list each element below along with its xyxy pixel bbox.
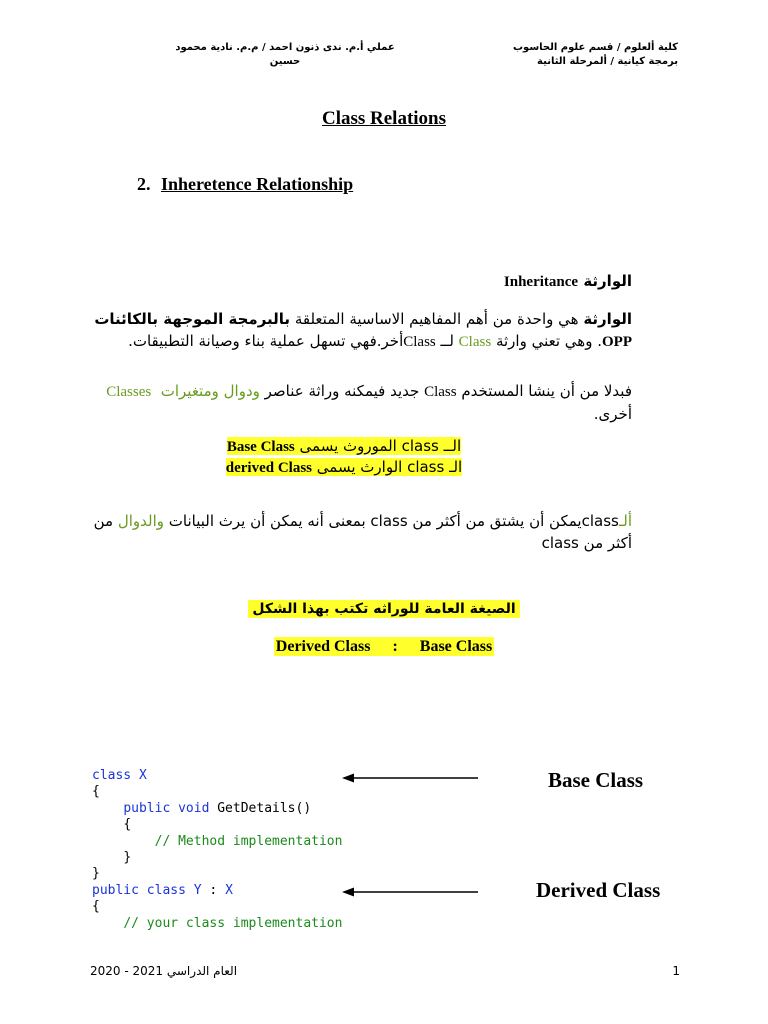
paragraph-definition-text2: . وهي تعني وارثة — [491, 332, 602, 350]
header-authors-line: عملي أ.م. ندى ذنون احمد / م.م. نادية محمود حسين — [175, 42, 395, 67]
code-example — [92, 768, 342, 932]
section-title — [137, 174, 353, 195]
definition-derived — [200, 457, 488, 478]
paragraph-definition-oop-ar: بالبرمجة الموجهة بالكائنات — [94, 310, 291, 328]
syntax-base: Base Class — [419, 638, 493, 655]
code-class-name-y: Y — [193, 882, 202, 898]
section-title-text: Inheretence Relationship — [161, 174, 354, 194]
inheritance-heading-ar: الوارثة — [583, 272, 632, 290]
code-method-name: GetDetails() — [217, 800, 312, 816]
paragraph-multi-text2: من أكثر من class — [93, 512, 632, 552]
paragraph-definition-text4: أخر.فهي تسهل عملية بناء وصيانة التطبيقات. — [128, 332, 404, 350]
footer-academic-year: العام الدراسي 2021 - 2020 — [90, 964, 238, 978]
paragraph-reuse-text3: أخرى. — [593, 405, 632, 423]
paragraph-reuse-text2: جديد فيمكنه وراثة عناصر — [259, 382, 425, 400]
arrow-left-icon — [340, 886, 480, 898]
page-title: Class Relations — [321, 108, 447, 129]
label-derived-class: Derived Class — [536, 878, 661, 902]
general-form-heading-text: الصيغة العامة للوراثه تكتب بهذا الشكل — [248, 600, 519, 618]
code-comment: // your class implementation — [123, 915, 343, 931]
paragraph-definition-term: الوارثة — [583, 310, 632, 328]
syntax-sep: : — [392, 638, 398, 655]
header-course-line: برمجة كيانية / ألمرحلة الثانية — [537, 56, 678, 67]
header-authors — [160, 41, 410, 69]
base-derived-definitions — [200, 436, 488, 478]
code-keyword: public class — [92, 882, 186, 898]
section-number: 2. — [137, 174, 151, 194]
label-base-class: Base Class — [548, 768, 644, 792]
definition-base — [200, 436, 488, 457]
syntax-derived: Derived Class — [275, 638, 371, 655]
paragraph-reuse-green: ودوال ومتغيرات — [160, 382, 260, 400]
code-brace: } — [123, 850, 132, 866]
inheritance-heading — [380, 272, 632, 291]
code-keyword: public void — [123, 800, 210, 816]
paragraph-multiple-inheritance — [92, 510, 632, 554]
paragraph-definition-class-green: Class — [458, 334, 492, 350]
code-comment: // Method implementation — [154, 833, 343, 849]
code-class-name-x: X — [138, 768, 147, 783]
code-brace: { — [92, 784, 100, 800]
code-brace: } — [92, 866, 100, 882]
paragraph-reuse-classes: Classes — [106, 384, 152, 400]
paragraph-definition-text: هي واحدة من أهم المفاهيم الاساسية المتعلقة — [290, 310, 584, 328]
code-colon: : — [209, 882, 218, 898]
definition-derived-en: derived Class — [225, 460, 313, 476]
footer-page-number: 1 — [672, 964, 680, 978]
definition-base-en: Base Class — [226, 439, 295, 455]
paragraph-definition-text3: لــ — [435, 332, 459, 350]
paragraph-reuse-class: Class — [424, 384, 457, 400]
paragraph-multi-green2: والدوال — [117, 512, 164, 530]
paragraph-definition-class2: Class — [403, 334, 436, 350]
definition-base-ar: الــ class الموروث يسمى — [294, 437, 462, 455]
paragraph-reuse-text1: فبدلا من أن ينشا المستخدم — [456, 382, 632, 400]
paragraph-reuse — [92, 380, 632, 425]
inheritance-heading-en: Inheritance — [503, 274, 579, 290]
general-form-heading — [200, 600, 568, 618]
header-faculty-line: كلية ألعلوم / قسم علوم الحاسوب — [513, 42, 678, 53]
paragraph-definition — [92, 308, 632, 353]
paragraph-multi-text1: classيمكن أن يشتق من أكثر من class بمعنى أنه يمكن أن يرث البيانات — [164, 512, 619, 530]
inheritance-syntax — [200, 638, 568, 656]
definition-derived-ar: الـ class الوارث يسمى — [312, 458, 463, 476]
code-keyword: class — [92, 768, 132, 783]
code-brace: { — [123, 817, 132, 833]
header-faculty-info — [420, 41, 678, 69]
code-base-name-x: X — [225, 882, 233, 898]
arrow-left-icon — [340, 772, 480, 784]
paragraph-multi-green1: ألـ — [618, 512, 632, 530]
code-brace: { — [92, 899, 100, 915]
paragraph-definition-oop-en: OPP — [602, 334, 632, 350]
